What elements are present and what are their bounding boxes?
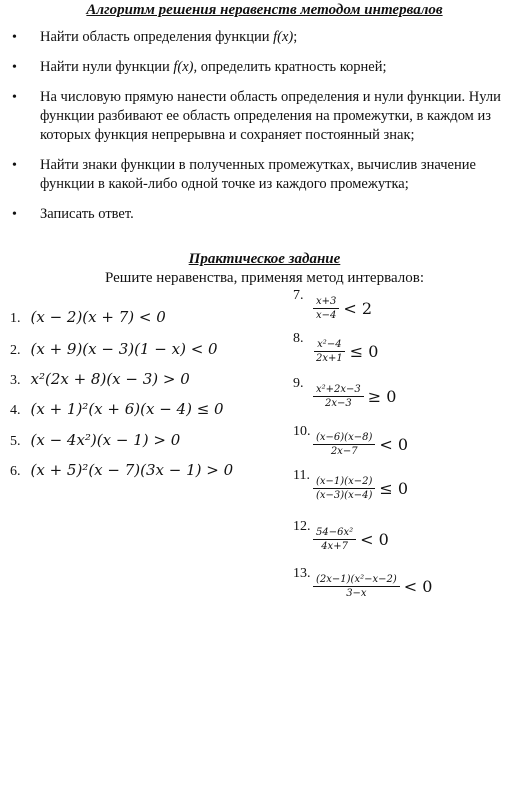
relation: < 0 bbox=[379, 435, 409, 454]
denominator: (x−3)(x−4) bbox=[316, 490, 373, 501]
problem-item bbox=[10, 461, 233, 480]
problem-number: 4. bbox=[10, 403, 21, 418]
relation: ≤ 0 bbox=[349, 342, 379, 361]
step-italic: f(x) bbox=[273, 29, 294, 45]
problem-item bbox=[10, 340, 218, 359]
step-text: Найти нули функции bbox=[40, 59, 174, 75]
step-text: Записать ответ. bbox=[40, 206, 134, 222]
fraction bbox=[313, 339, 346, 364]
problem-item bbox=[293, 378, 396, 409]
numerator: x²+2x−3 bbox=[313, 384, 364, 397]
numerator: (2x−1)(x²−x−2) bbox=[313, 574, 400, 587]
relation: < 0 bbox=[360, 530, 389, 549]
fraction bbox=[313, 527, 356, 552]
problem-number: 3. bbox=[10, 373, 21, 388]
numerator: x+3 bbox=[313, 296, 339, 309]
algorithm-step bbox=[0, 205, 529, 224]
problem-item bbox=[293, 521, 389, 552]
problem-item bbox=[293, 568, 432, 599]
practice-subtitle: Решите неравенства, применяя метод интервалов: bbox=[104, 270, 425, 286]
denominator: 2x+1 bbox=[316, 353, 343, 364]
problem-item bbox=[10, 308, 166, 327]
problem-number: 1. bbox=[10, 311, 21, 326]
relation: ≤ 0 bbox=[379, 479, 409, 498]
denominator: 3−x bbox=[346, 588, 367, 599]
problem-expression: (x + 9)(x − 3)(1 − x) < 0 bbox=[30, 340, 218, 358]
problem-number: 12. bbox=[293, 519, 311, 534]
problem-expression: (x − 4x²)(x − 1) > 0 bbox=[30, 431, 181, 449]
problem-number: 11. bbox=[293, 468, 310, 483]
step-text: Найти знаки функции в полученных промежутках, вычислив значение функции в какой-либо одной точке из каждого промежутка; bbox=[40, 157, 476, 192]
problem-expression: x²(2x + 8)(x − 3) > 0 bbox=[30, 370, 190, 388]
problem-number: 9. bbox=[293, 376, 304, 391]
algorithm-step bbox=[0, 28, 529, 47]
bullet-icon: • bbox=[12, 30, 17, 45]
problem-item bbox=[293, 333, 378, 364]
problem-item bbox=[10, 400, 224, 419]
problem-number: 13. bbox=[293, 566, 311, 581]
relation: ≥ 0 bbox=[367, 387, 397, 406]
fraction bbox=[313, 476, 375, 501]
algorithm-step bbox=[0, 58, 529, 77]
problem-expression: (x + 5)²(x − 7)(3x − 1) > 0 bbox=[30, 461, 234, 479]
fraction bbox=[313, 296, 339, 321]
fraction bbox=[313, 432, 375, 457]
denominator: 4x+7 bbox=[321, 541, 348, 552]
practice-title: Практическое задание bbox=[188, 251, 341, 267]
denominator: x−4 bbox=[316, 310, 337, 321]
numerator: (x−1)(x−2) bbox=[313, 476, 375, 489]
bullet-icon: • bbox=[12, 90, 17, 105]
denominator: 2x−3 bbox=[325, 398, 352, 409]
numerator: (x−6)(x−8) bbox=[313, 432, 375, 445]
problem-expression: (x + 1)²(x + 6)(x − 4) ≤ 0 bbox=[30, 400, 224, 418]
algorithm-steps-list bbox=[0, 28, 529, 235]
problem-item bbox=[293, 290, 372, 321]
problem-number: 10. bbox=[293, 424, 311, 439]
fraction bbox=[313, 574, 400, 599]
problem-item bbox=[293, 426, 408, 457]
step-italic: f(x), bbox=[173, 59, 198, 75]
relation: < 2 bbox=[343, 299, 373, 318]
algorithm-title: Алгоритм решения неравенств методом интервалов bbox=[86, 2, 443, 18]
step-text-after: определить кратность корней; bbox=[197, 59, 387, 75]
algorithm-step bbox=[0, 156, 529, 194]
problem-item bbox=[10, 431, 180, 450]
numerator: 54−6x² bbox=[313, 527, 356, 540]
step-text: На числовую прямую нанести область определения и нули функции. Нули функции разбивают ее область определения на промежутки, в каждом из которых функция непрерывна и сохраняет постоянный знак; bbox=[40, 89, 501, 143]
numerator: x²−4 bbox=[314, 339, 344, 352]
bullet-icon: • bbox=[12, 158, 17, 173]
problem-item bbox=[293, 470, 408, 501]
problem-number: 7. bbox=[293, 288, 304, 303]
problem-item bbox=[10, 370, 190, 389]
bullet-icon: • bbox=[12, 60, 17, 75]
step-text-after: ; bbox=[293, 29, 298, 45]
problem-number: 8. bbox=[293, 331, 304, 346]
problem-number: 2. bbox=[10, 343, 21, 358]
fraction bbox=[313, 384, 364, 409]
algorithm-step bbox=[0, 88, 529, 145]
relation: < 0 bbox=[403, 577, 433, 596]
problem-number: 6. bbox=[10, 464, 21, 479]
step-text: Найти область определения функции bbox=[40, 29, 274, 45]
problem-expression: (x − 2)(x + 7) < 0 bbox=[30, 308, 166, 326]
problem-number: 5. bbox=[10, 434, 21, 449]
bullet-icon: • bbox=[12, 207, 17, 222]
denominator: 2x−7 bbox=[330, 446, 358, 457]
